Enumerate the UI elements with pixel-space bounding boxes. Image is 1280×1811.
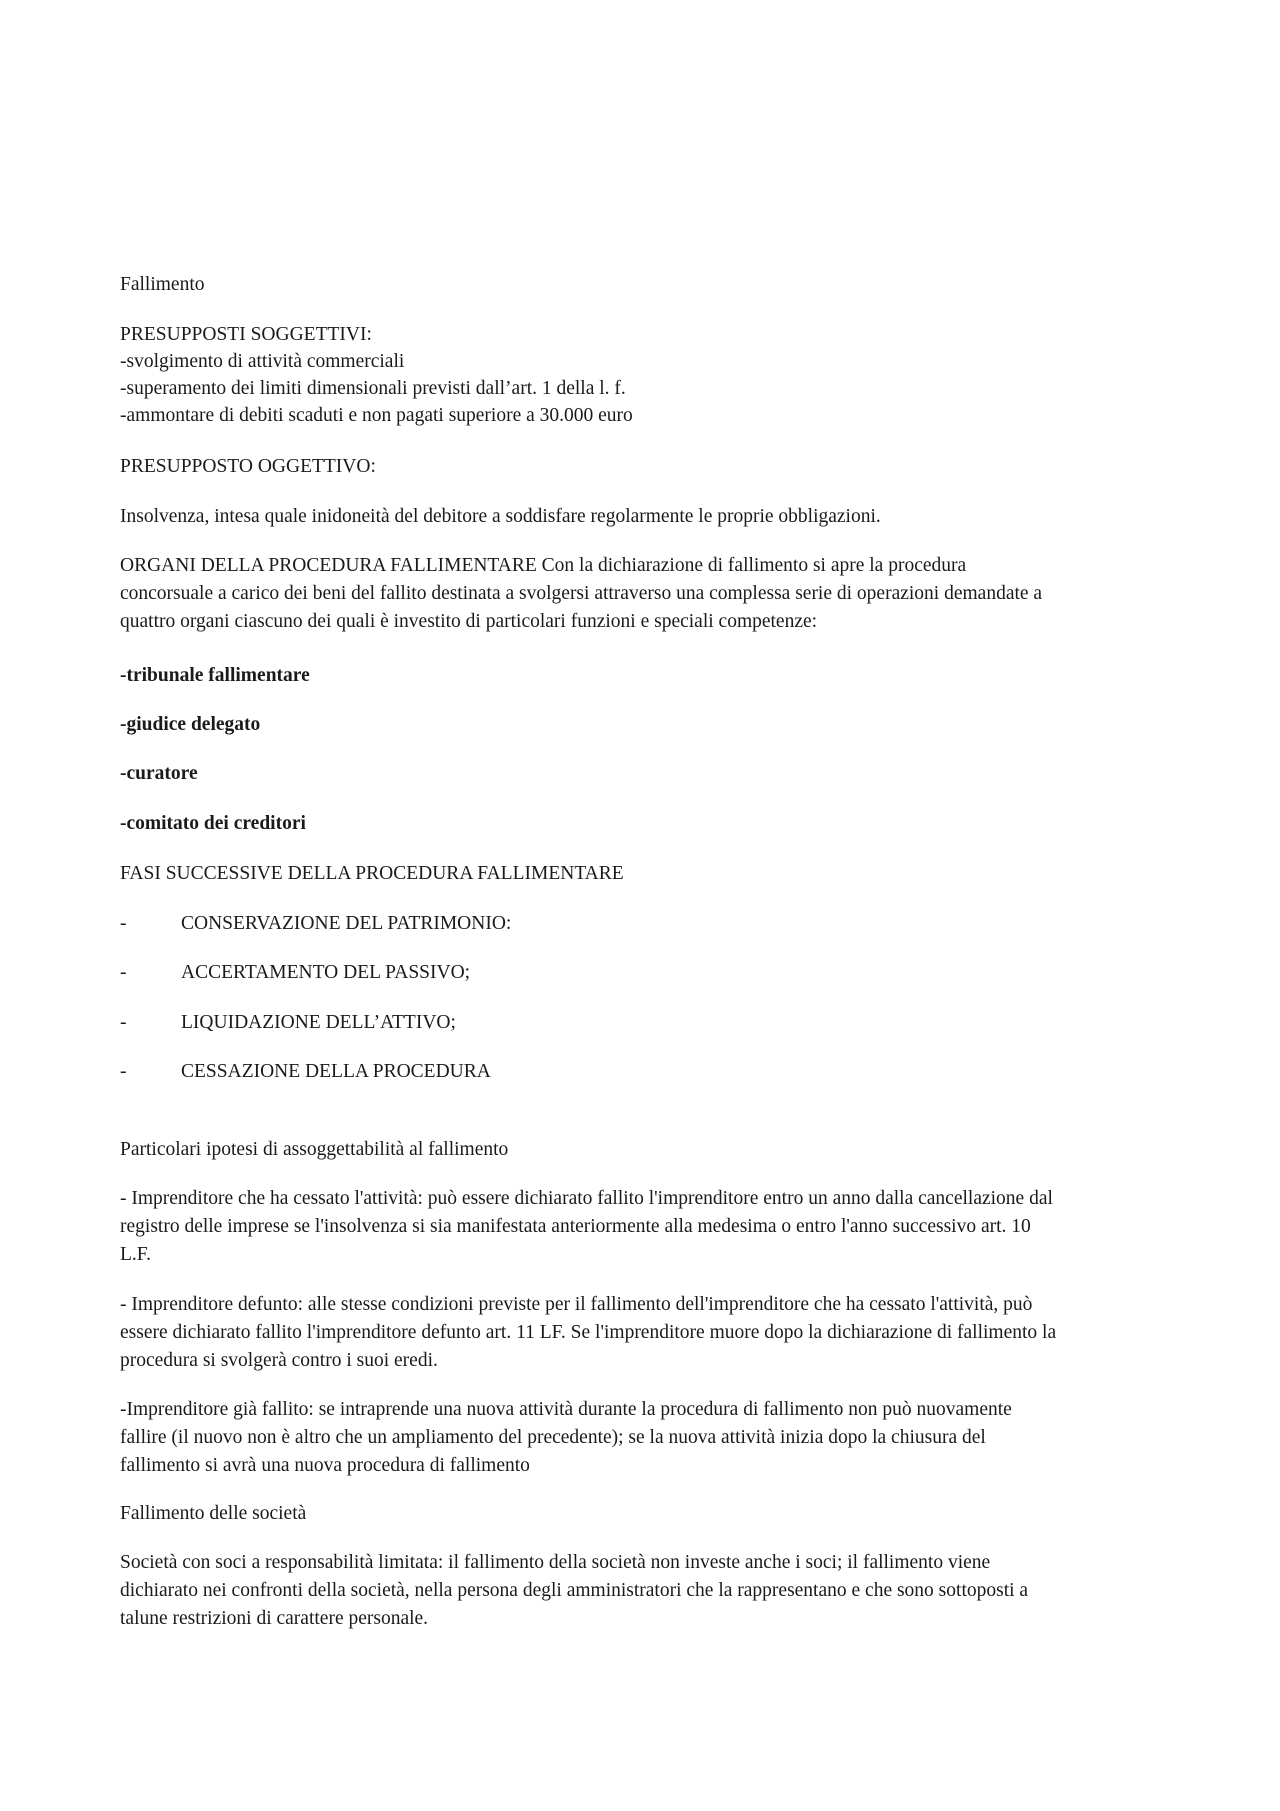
list-bullet: -	[120, 1012, 127, 1033]
soggettivi-heading: PRESUPPOSTI SOGGETTIVI:	[120, 324, 372, 345]
ipotesi-paragraph-line: fallire (il nuovo non è altro che un ampliamento del precedente); se la nuova attività inizia dopo la chiusura del	[120, 1427, 986, 1448]
societa-paragraph-line: Società con soci a responsabilità limitata: il fallimento della società non investe anche i soci; il fallimento viene	[120, 1552, 991, 1573]
list-bullet: -	[120, 1061, 127, 1082]
fasi-heading: FASI SUCCESSIVE DELLA PROCEDURA FALLIMENTARE	[120, 863, 624, 884]
ipotesi-heading: Particolari ipotesi di assoggettabilità al fallimento	[120, 1139, 509, 1160]
ipotesi-paragraph-line: registro delle imprese se l'insolvenza si sia manifestata anteriormente alla medesima o entro l'anno successivo art. 10	[120, 1216, 1031, 1237]
ipotesi-paragraph-line: L.F.	[120, 1244, 151, 1265]
ipotesi-paragraph-line: fallimento si avrà una nuova procedura di fallimento	[120, 1455, 530, 1476]
societa-heading: Fallimento delle società	[120, 1503, 307, 1524]
organi-paragraph-line: ORGANI DELLA PROCEDURA FALLIMENTARE Con la dichiarazione di fallimento si apre la procedura	[120, 555, 967, 576]
soggettivi-item: -ammontare di debiti scaduti e non pagati superiore a 30.000 euro	[120, 405, 633, 426]
ipotesi-paragraph-line: essere dichiarato fallito l'imprenditore defunto art. 11 LF. Se l'imprenditore muore dopo la dichiarazione di fallimento la	[120, 1322, 1057, 1343]
fase-item: CESSAZIONE DELLA PROCEDURA	[181, 1061, 491, 1082]
societa-paragraph-line: talune restrizioni di carattere personale.	[120, 1608, 429, 1629]
ipotesi-paragraph-line: - Imprenditore defunto: alle stesse condizioni previste per il fallimento dell'imprenditore che ha cessato l'attività, può	[120, 1294, 1033, 1315]
societa-paragraph-line: dichiarato nei confronti della società, nella persona degli amministratori che la rappresentano e che sono sottoposti a	[120, 1580, 1029, 1601]
ipotesi-paragraph-line: procedura si svolgerà contro i suoi eredi.	[120, 1350, 438, 1371]
fase-item: ACCERTAMENTO DEL PASSIVO;	[181, 962, 471, 983]
soggettivi-item: -superamento dei limiti dimensionali previsti dall’art. 1 della l. f.	[120, 378, 626, 399]
organo-item: -giudice delegato	[120, 714, 261, 735]
fase-item: LIQUIDAZIONE DELL’ATTIVO;	[181, 1012, 456, 1033]
organo-item: -tribunale fallimentare	[120, 665, 310, 686]
oggettivo-heading: PRESUPPOSTO OGGETTIVO:	[120, 456, 376, 477]
list-bullet: -	[120, 962, 127, 983]
list-bullet: -	[120, 913, 127, 934]
ipotesi-paragraph-line: -Imprenditore già fallito: se intraprende una nuova attività durante la procedura di fallimento non può nuovamente	[120, 1399, 1012, 1420]
fase-item: CONSERVAZIONE DEL PATRIMONIO:	[181, 913, 512, 934]
soggettivi-item: -svolgimento di attività commerciali	[120, 351, 405, 372]
organo-item: -comitato dei creditori	[120, 813, 306, 834]
document-title: Fallimento	[120, 274, 205, 295]
oggettivo-text: Insolvenza, intesa quale inidoneità del debitore a soddisfare regolarmente le proprie obbligazioni.	[120, 506, 881, 527]
ipotesi-paragraph-line: - Imprenditore che ha cessato l'attività: può essere dichiarato fallito l'imprenditore entro un anno dalla cancellazione dal	[120, 1188, 1053, 1209]
organi-paragraph-line: concorsuale a carico dei beni del fallito destinata a svolgersi attraverso una complessa serie di operazioni demandate a	[120, 583, 1043, 604]
organo-item: -curatore	[120, 763, 198, 784]
organi-paragraph-line: quattro organi ciascuno dei quali è investito di particolari funzioni e speciali competenze:	[120, 611, 818, 632]
